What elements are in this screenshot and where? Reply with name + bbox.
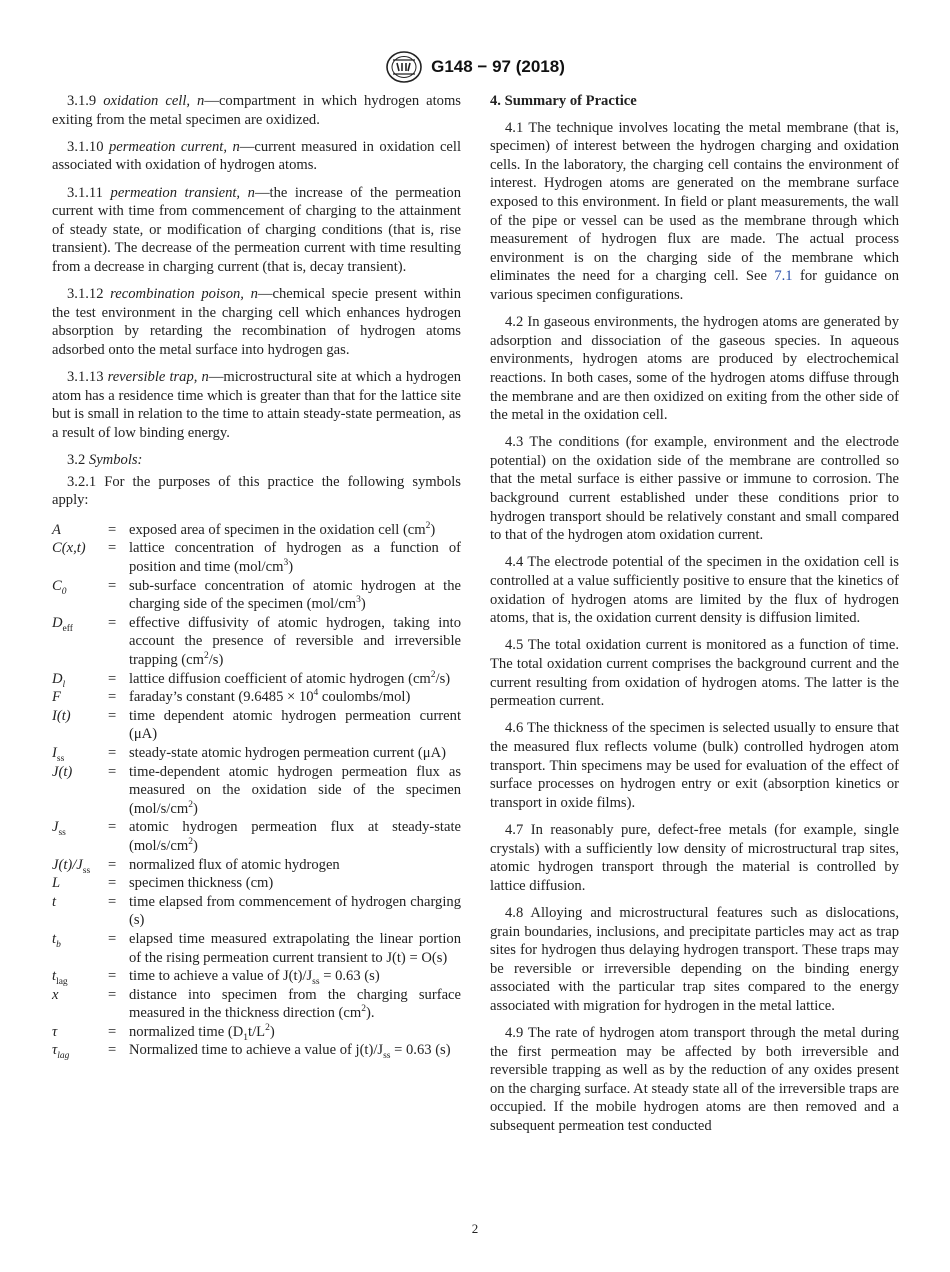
definition-3-1-9: 3.1.9 oxidation cell, n—compartment in which hydrogen atoms exiting from the metal specimen are oxidized. <box>52 93 461 128</box>
paragraph-4-9: 4.9 The rate of hydrogen atom transport through the metal during the first permeation may be affected by both irreversible and reversible trapping as well as by the reduction of any oxides present on the charging surface. At steady state all of the irreversible traps are occupied. If the mobile hydrogen atoms are then removed and a subsequent permeation test conducted <box>490 1025 899 1135</box>
astm-logo-icon <box>385 50 423 84</box>
paragraph-4-6: 4.6 The thickness of the specimen is selected usually to ensure that the measured flux reflects volume (bulk) controlled hydrogen atom transport. Thin specimens may be used for evaluation of the effect of surface processes on hydrogen entry or exit (absorption kinetics or transport in oxide films). <box>490 720 899 811</box>
paragraph-4-3: 4.3 The conditions (for example, environment and the electrode potential) on the oxidation side of the membrane are controlled so that the metal surface is either passive or immune to corrosion. The background current established under these conditions prior to hydrogen transport should be relatively constant and small compared to that of the hydrogen atom oxidation current. <box>490 434 899 544</box>
symbol-row: t = time elapsed from commencement of hydrogen charging (s) <box>52 893 461 929</box>
symbol-row: $C_0$ = sub-surface concentration of atomic hydrogen at the charging side of the specimen $(mol/cm^3)$ <box>52 577 461 613</box>
section-4-heading: 4. Summary of Practice <box>490 93 637 109</box>
document-designation: G148 − 97 (2018) <box>431 57 565 76</box>
symbol-row: $D_l$ = lattice diffusion coefficient of atomic hydrogen $(cm^2/s)$ <box>52 669 451 690</box>
paragraph-4-2: 4.2 In gaseous environments, the hydrogen atoms are generated by adsorption and dissociation of the gaseous species. In aqueous environments, hydrogen atoms are produced by electrochemical reactions. In both cases, some of the hydrogen atoms diffuse through the membrane and are then oxidized on exiting from the other side of the metal in the oxidation cell. <box>490 314 899 424</box>
paragraph-4-4: 4.4 The electrode potential of the specimen in the oxidation cell is controlled at a value sufficiently positive to ensure that the kinetics of oxidation of hydrogen atoms are limited by the flux of hydrogen atoms, that is, the oxidation current density is diffusion limited. <box>490 554 899 627</box>
paragraph-4-7: 4.7 In reasonably pure, defect-free metals (for example, single crystals) with a sufficiently low density of microstructural trap sites, atomic hydrogen transport through the material is controlled by lattice diffusion. <box>490 821 899 894</box>
symbol-row: $\tau_{lag}$ = Normalized time to achieve a value of $j(t)/J_{ss} = 0.63$ (s) <box>52 1042 451 1062</box>
right-column <box>490 92 899 1144</box>
symbol-row: $t_{lag}$ = time to achieve a value of $J(t)/J_{ss} = 0.63$ (s) <box>52 968 380 987</box>
symbol-row: F = faraday’s constant ($9.6485 \times 10^4$ coulombs/mol) <box>52 688 411 706</box>
paragraph-4-8: 4.8 Alloying and microstructural features such as dislocations, grain boundaries, inclusions, and precipitate particles may act as trap sites for hydrogen thus delaying hydrogen transport. These traps may be reversible or irreversible depending on the binding energy associated with the particular trap sites compared to the energy associated with migration for hydrogen in the metal lattice. <box>490 904 899 1014</box>
symbol-row: τ = normalized time $(D_1t/L^2)$ <box>52 1023 275 1043</box>
paragraph-4-5: 4.5 The total oxidation current is monitored as a function of time. The total oxidation current comprises the background current and the current resulting from oxidation of hydrogen atoms. The latter is the permeation current. <box>490 637 899 710</box>
section-3-2-1: 3.2.1 For the purposes of this practice the following symbols apply: <box>52 473 461 509</box>
definition-3-1-10: 3.1.10 permeation current, n—current measured in oxidation cell associated with oxidation of hydrogen atoms. <box>52 138 462 174</box>
symbol-row: $D_{eff}$ = effective diffusivity of atomic hydrogen, taking into account the presence of reversible and irreversible trapping $(cm^2/s)$ <box>52 614 461 668</box>
definition-3-1-13: 3.1.13 reversible trap, n—microstructural site at which a hydrogen atom has a residence time which is greater than that for the lattice site but is small in relation to the time to attain steady-state permeation, as a result of low binding energy. <box>52 369 461 441</box>
section-7-1-link[interactable]: 7.1 <box>774 268 793 285</box>
definition-3-1-12: 3.1.12 recombination poison, n—chemical specie present within the test environment in the charging cell which enhances hydrogen absorption by retarding the recombination of hydrogen atoms adsorbed onto the metal surface into hydrogen gas. <box>52 286 461 358</box>
symbol-row: x = distance into specimen from the charging surface measured in the thickness direction $(cm^2)$. <box>52 986 461 1022</box>
symbol-row: C(x,t) = lattice concentration of hydrogen as a function of position and time $(mol/cm^3)$ <box>52 540 461 576</box>
left-column <box>52 92 461 1060</box>
symbol-row: $J_{ss}$ = atomic hydrogen permeation flux at steady-state $(mol/s/cm^2)$ <box>52 819 461 854</box>
paragraph-4-1: 4.1 The technique involves locating the metal membrane (that is, specimen) of interest between the hydrogen charging and oxidation cells. In the laboratory, the charging cell contains the environment of interest. Hydrogen atoms are generated on the membrane surface exposed to this environment. In field or plant measurements, the wall of the pipe or vessel can be used as the membrane through which measurement of hydrogen flux are made. The actual process environment is on the charging side of the membrane which eliminates the need for a charging cell. See 7.1 for guidance on various specimen configurations. <box>490 119 899 303</box>
symbol-row: A = exposed area of specimen in the oxidation cell $(cm^2)$ <box>52 520 436 538</box>
symbols-list <box>52 521 461 1060</box>
symbol-row: L = specimen thickness (cm) <box>52 875 274 892</box>
symbol-row: $t_b$ = elapsed time measured extrapolating the linear portion of the rising permeation current transient to J(t) = O(s) <box>52 930 461 966</box>
symbol-row: $I_{ss}$ = steady-state atomic hydrogen permeation current (μA) <box>52 744 447 764</box>
symbol-row: J(t) = time-dependent atomic hydrogen permeation flux as measured on the oxidation side of the specimen $(mol/s/cm^2)$ <box>52 763 461 817</box>
page-header <box>0 50 950 84</box>
symbol-row: I(t) = time dependent atomic hydrogen permeation current (μA) <box>52 707 461 743</box>
definition-3-1-11: 3.1.11 permeation transient, n—the increase of the permeation current with time from commencement of charging to the attainment of steady state, or modification of charging conditions (that is, rise transient). The decrease of the permeation current with time resulting from a decrease in charging current (that is, decay transient). <box>52 184 461 275</box>
page-number: 2 <box>471 1221 479 1236</box>
symbol-row: $J(t)/J_{ss}$ = normalized flux of atomic hydrogen <box>52 856 340 876</box>
section-3-2-heading: 3.2 Symbols: <box>67 452 143 469</box>
